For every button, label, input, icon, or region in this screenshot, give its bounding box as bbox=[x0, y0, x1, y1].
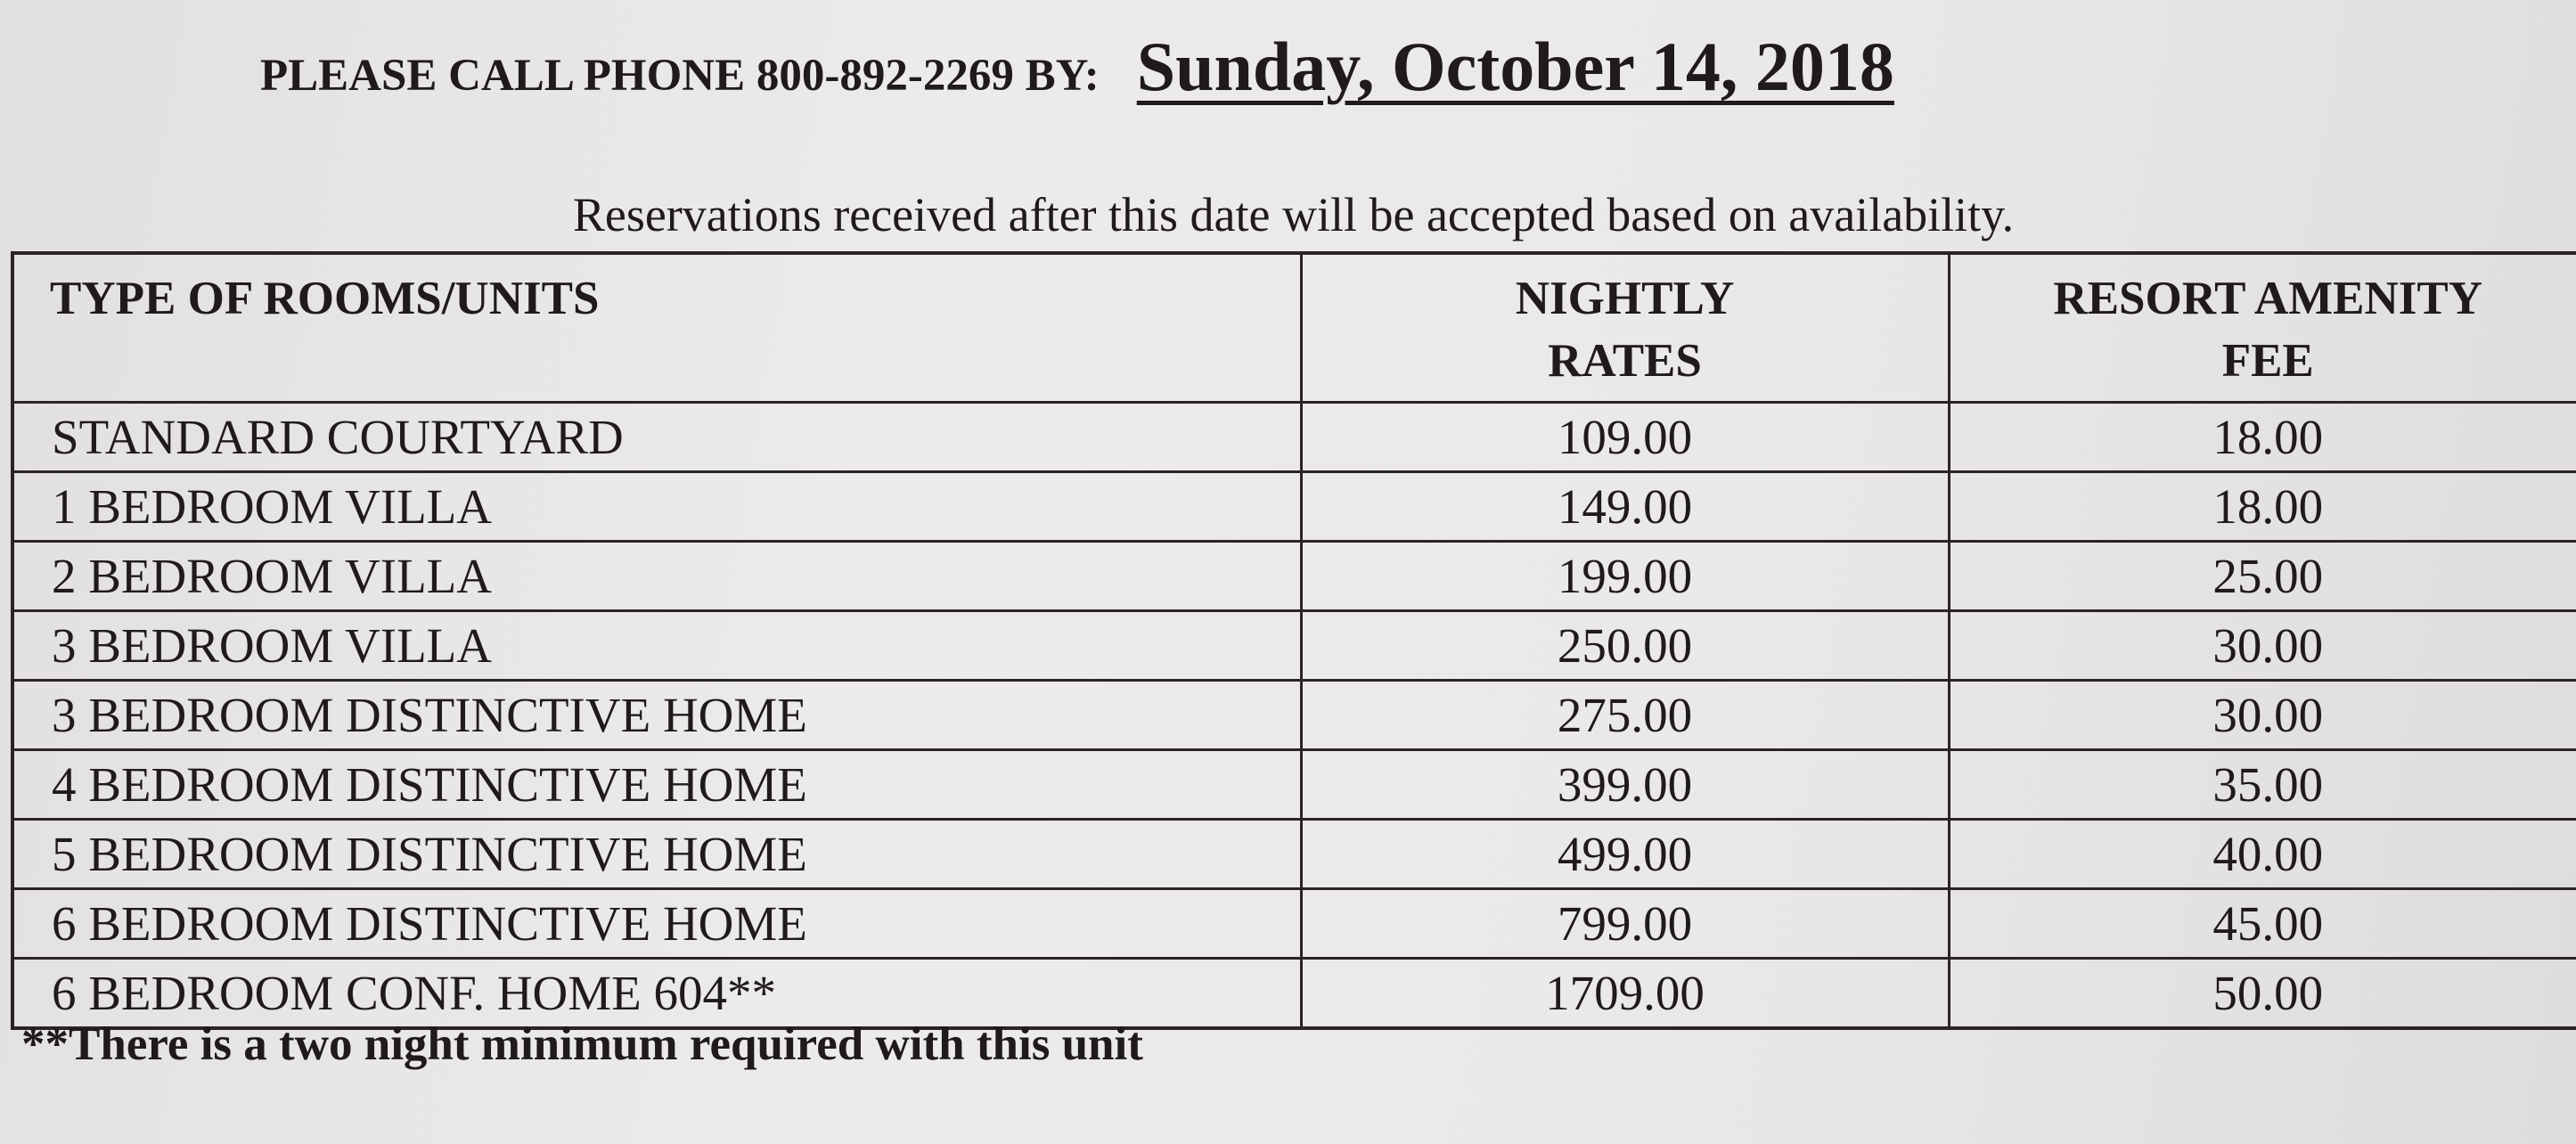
header-nightly-rates-line2: RATES bbox=[1548, 335, 1702, 387]
resort-fee-cell: 50.00 bbox=[1949, 959, 2576, 1029]
room-type-cell: 3 BEDROOM VILLA bbox=[12, 611, 1301, 681]
resort-fee-cell: 25.00 bbox=[1949, 542, 2576, 611]
room-rates-table bbox=[11, 251, 2576, 1030]
room-type-cell: 5 BEDROOM DISTINCTIVE HOME bbox=[12, 820, 1301, 889]
header-room-type-label: TYPE OF ROOMS/UNITS bbox=[50, 273, 600, 324]
table-row bbox=[12, 403, 2576, 472]
minimum-stay-footnote: **There is a two night minimum required with this unit bbox=[21, 1018, 1143, 1070]
header-nightly-rates-line1: NIGHTLY bbox=[1515, 273, 1735, 324]
header-resort-fee-line1: RESORT AMENITY bbox=[2053, 273, 2483, 324]
nightly-rate-cell: 109.00 bbox=[1301, 403, 1949, 472]
nightly-rate-cell: 1709.00 bbox=[1301, 959, 1949, 1029]
table-row bbox=[12, 750, 2576, 820]
nightly-rate-cell: 199.00 bbox=[1301, 542, 1949, 611]
resort-fee-cell: 30.00 bbox=[1949, 681, 2576, 750]
availability-note: Reservations received after this date will be accepted based on availability. bbox=[572, 188, 2015, 241]
table-row bbox=[12, 681, 2576, 750]
room-type-cell: 1 BEDROOM VILLA bbox=[12, 472, 1301, 542]
room-type-cell: STANDARD COURTYARD bbox=[12, 403, 1301, 472]
nightly-rate-cell: 149.00 bbox=[1301, 472, 1949, 542]
resort-fee-cell: 35.00 bbox=[1949, 750, 2576, 820]
room-type-cell: 3 BEDROOM DISTINCTIVE HOME bbox=[12, 681, 1301, 750]
table-row bbox=[12, 542, 2576, 611]
resort-fee-cell: 18.00 bbox=[1949, 472, 2576, 542]
table-row bbox=[12, 889, 2576, 959]
header-nightly-rates bbox=[1301, 253, 1949, 403]
deadline-line bbox=[260, 27, 1894, 107]
nightly-rate-cell: 399.00 bbox=[1301, 750, 1949, 820]
room-type-cell: 6 BEDROOM DISTINCTIVE HOME bbox=[12, 889, 1301, 959]
resort-fee-cell: 30.00 bbox=[1949, 611, 2576, 681]
table-row bbox=[12, 472, 2576, 542]
room-type-cell: 2 BEDROOM VILLA bbox=[12, 542, 1301, 611]
header-resort-fee-line2: FEE bbox=[2221, 335, 2314, 387]
call-phone-label: PLEASE CALL PHONE 800-892-2269 BY: bbox=[260, 51, 1100, 101]
table-row bbox=[12, 820, 2576, 889]
nightly-rate-cell: 799.00 bbox=[1301, 889, 1949, 959]
header-room-type bbox=[12, 253, 1301, 403]
resort-fee-cell: 18.00 bbox=[1949, 403, 2576, 472]
nightly-rate-cell: 499.00 bbox=[1301, 820, 1949, 889]
nightly-rate-cell: 275.00 bbox=[1301, 681, 1949, 750]
nightly-rate-cell: 250.00 bbox=[1301, 611, 1949, 681]
room-type-cell: 4 BEDROOM DISTINCTIVE HOME bbox=[12, 750, 1301, 820]
room-type-cell: 6 BEDROOM CONF. HOME 604** bbox=[12, 959, 1301, 1029]
resort-fee-cell: 45.00 bbox=[1949, 889, 2576, 959]
header-resort-fee bbox=[1949, 253, 2576, 403]
table-row bbox=[12, 611, 2576, 681]
resort-fee-cell: 40.00 bbox=[1949, 820, 2576, 889]
table-header-row bbox=[12, 253, 2576, 403]
deadline-date: Sunday, October 14, 2018 bbox=[1136, 28, 1894, 105]
